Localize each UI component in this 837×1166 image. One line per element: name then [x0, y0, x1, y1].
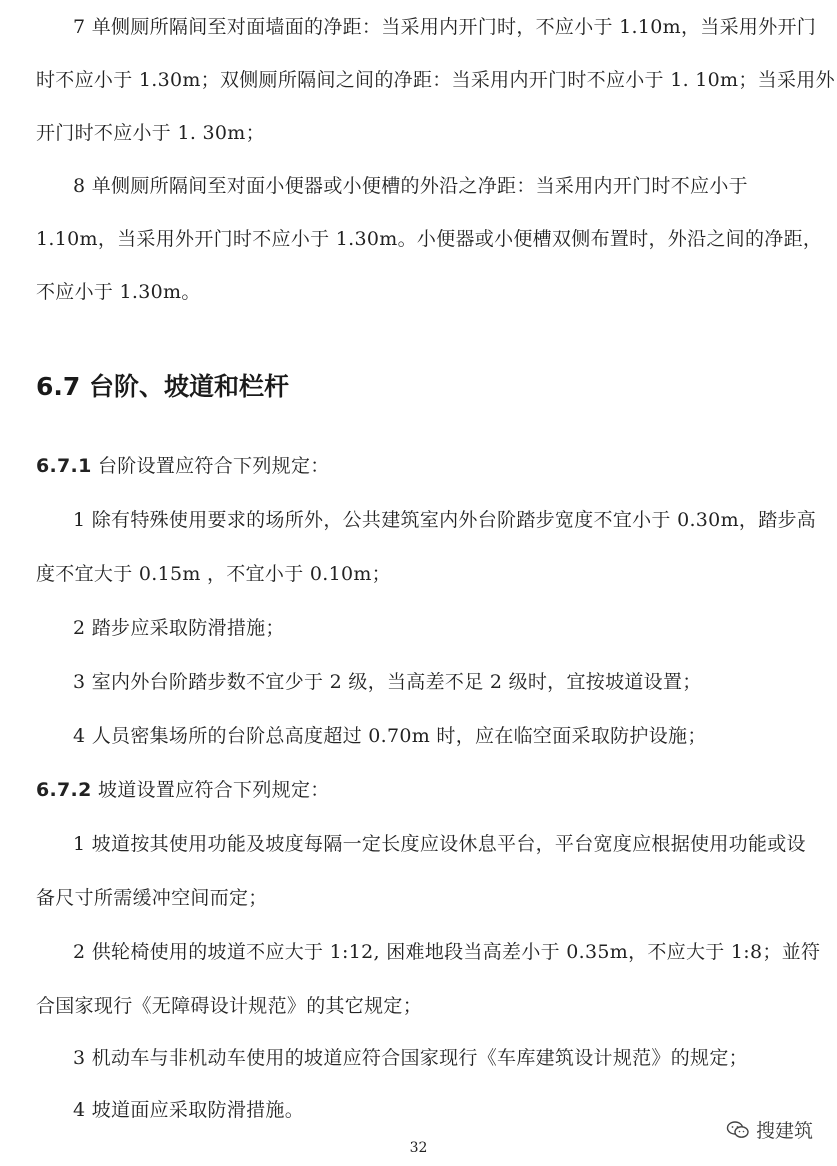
- paragraph-8-line-2: 1.10m，当采用外开门时不应小于 1.30m。小便器或小便槽双侧布置时，外沿之间的净距，: [36, 228, 823, 250]
- clause-672-number: 6.7.2: [36, 779, 92, 801]
- clause-671-heading: [36, 453, 807, 479]
- clause-671-item-2: 2 踏步应采取防滑措施；: [73, 617, 285, 639]
- clause-671-item-4: 4 人员密集场所的台阶总高度超过 0.70m 时，应在临空面采取防护设施；: [73, 725, 707, 747]
- page-number: 32: [409, 1140, 428, 1156]
- clause-672-item-2-line-1: 2 供轮椅使用的坡道不应大于 1:12, 困难地段当高差小于 0.35m，不应大于 1:8；並符: [73, 941, 821, 963]
- watermark: [726, 1116, 813, 1143]
- clause-671-number: 6.7.1: [36, 455, 92, 477]
- clause-672-heading-text: 坡道设置应符合下列规定：: [97, 779, 330, 801]
- clause-672-item-3: 3 机动车与非机动车使用的坡道应符合国家现行《车库建筑设计规范》的规定；: [73, 1047, 748, 1069]
- wechat-icon: [726, 1120, 750, 1140]
- clause-672-item-1-line-2: 备尺寸所需缓冲空间而定；: [36, 887, 268, 909]
- clause-672-item-1-line-1: 1 坡道按其使用功能及坡度每隔一定长度应设休息平台，平台宽度应根据使用功能或设: [73, 833, 806, 855]
- clause-671-heading-text: 台阶设置应符合下列规定：: [97, 455, 330, 477]
- section-title: 6.7 台阶、坡道和栏杆: [36, 372, 289, 401]
- clause-672-item-4: 4 坡道面应采取防滑措施。: [73, 1099, 305, 1121]
- clause-672-heading: [36, 777, 807, 803]
- clause-671-item-1-line-1: 1 除有特殊使用要求的场所外，公共建筑室内外台阶踏步宽度不宜小于 0.30m，踏步高: [73, 509, 817, 531]
- clause-671-item-1-line-2: 度不宜大于 0.15m ，不宜小于 0.10m；: [36, 563, 391, 585]
- watermark-text: 搜建筑: [755, 1120, 813, 1142]
- clause-672-item-2-line-2: 合国家现行《无障碍设计规范》的其它规定；: [36, 995, 423, 1017]
- clause-671-item-3: 3 室内外台阶踏步数不宜少于 2 级，当高差不足 2 级时，宜按坡道设置；: [73, 671, 702, 693]
- paragraph-7-line-3: 开门时不应小于 1. 30m；: [36, 122, 265, 144]
- paragraph-7-line-2: 时不应小于 1.30m；双侧厕所隔间之间的净距：当采用内开门时不应小于 1. 10m；当采用外: [36, 69, 835, 91]
- paragraph-8-line-1: 8 单侧厕所隔间至对面小便器或小便槽的外沿之净距：当采用内开门时不应小于: [73, 175, 748, 197]
- paragraph-8-line-3: 不应小于 1.30m。: [36, 281, 201, 303]
- paragraph-7-line-1: 7 单侧厕所隔间至对面墙面的净距：当采用内开门时，不应小于 1.10m，当采用外开门: [73, 16, 817, 38]
